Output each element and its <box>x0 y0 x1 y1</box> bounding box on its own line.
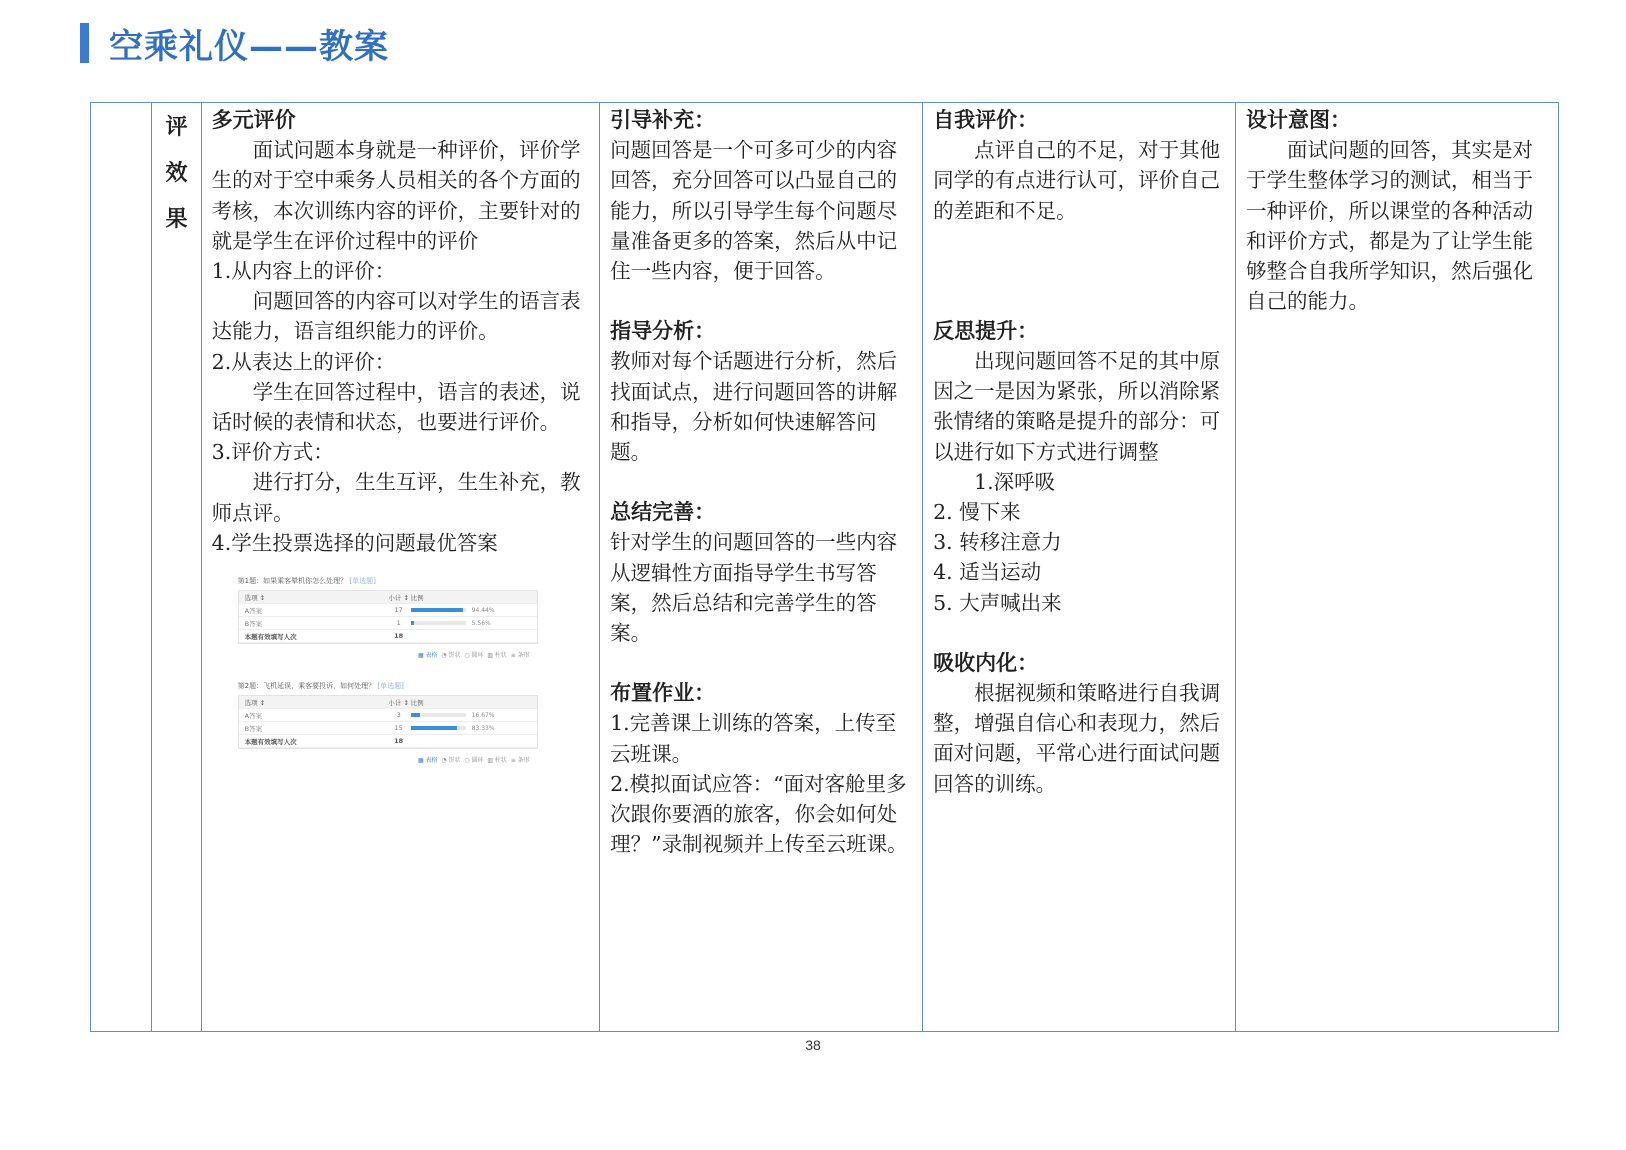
col-heading: 指导分析： <box>610 319 716 344</box>
col-heading: 多元评价 <box>211 108 296 132</box>
paragraph: 出现问题回答不足的其中原因之一是因为紧张，所以消除紧张情绪的策略是提升的部分：可以进行如下方式进行调整 <box>933 349 1221 464</box>
section-label <box>162 105 190 243</box>
paragraph: 2.模拟面试应答：“面对客舱里多次跟你要酒的旅客，你会如何处理？”录制视频并上传至云班课。 <box>610 771 908 857</box>
survey-total-row: 本题有效填写人次 18 <box>239 630 537 643</box>
paragraph: 问题回答的内容可以对学生的语言表达能力，语言组织能力的评价。 <box>211 289 581 344</box>
survey-question: 第2题：飞机延误，乘客要投诉，如何处理？ [单选题] <box>237 682 404 691</box>
col-heading: 引导补充： <box>610 108 716 132</box>
survey-header-row: 选项 ↕ 小计 ↕ 比例 <box>239 591 537 604</box>
paragraph: 面试问题的回答，其实是对于学生整体学习的测试，相当于一种评价，所以课堂的各种活动和评价方式，都是为了让学生能够整合自我所学知识，然后强化自己的能力。 <box>1245 138 1533 314</box>
survey-result-2 <box>238 681 538 764</box>
paragraph: 进行打分，生生互评，生生补充，教师点评。 <box>211 470 581 525</box>
section-label-char: 效 <box>165 161 188 186</box>
table-cell-empty <box>91 103 152 1032</box>
survey-chart-toolbar: ▦ 表格 ◔ 饼状 ○ 圆环 ▥ 柱状 ≡ 条形 <box>417 652 530 660</box>
survey-row: B答案 1 5.56% <box>239 617 537 630</box>
paragraph: 学生在回答过程中，语言的表述，说话时候的表情和状态，也要进行评价。 <box>211 379 581 435</box>
list-item: 3. 转移注意力 <box>933 530 1062 555</box>
teacher-activity-cell <box>600 103 923 1032</box>
paragraph: 针对学生的问题回答的一些内容从逻辑性方面指导学生书写答案，然后总结和完善学生的答案。 <box>610 530 898 646</box>
col-heading: 吸收内化： <box>933 650 1039 675</box>
page-title: 空乘礼仪——教案 <box>109 26 389 67</box>
survey-bar <box>411 608 466 612</box>
survey-row: A答案 17 94.44% <box>239 604 537 617</box>
section-label-cell <box>152 103 201 1032</box>
list-item: 3.评价方式： <box>211 440 334 465</box>
paragraph: 根据视频和策略进行自我调整，增强自信心和表现力，然后面对问题，平常心进行面试问题回答的训练。 <box>933 681 1221 796</box>
evaluation-content-cell <box>201 103 599 1032</box>
paragraph: 教师对每个话题进行分析，然后找面试点，进行问题回答的讲解和指导，分析如何快速解答问题。 <box>610 349 898 465</box>
page-header <box>80 20 389 66</box>
survey-bar <box>411 621 466 625</box>
title-accent-bar <box>80 23 89 63</box>
design-intent-cell <box>1235 103 1558 1032</box>
lesson-plan-table <box>90 102 1559 1032</box>
table-row <box>91 103 1559 1032</box>
list-item: 4. 适当运动 <box>933 560 1042 585</box>
survey-table <box>238 590 538 644</box>
survey-question: 第1题：如果乘客晕机你怎么处理？ [单选题] <box>237 577 376 586</box>
col-heading: 布置作业： <box>610 681 716 706</box>
list-item: 1.从内容上的评价： <box>211 259 396 284</box>
paragraph: 点评自己的不足，对于其他同学的有点进行认可，评价自己的差距和不足。 <box>933 138 1221 223</box>
survey-result-1 <box>238 576 538 659</box>
list-item: 1.深呼吸 <box>974 469 1056 494</box>
survey-header-row: 选项 ↕ 小计 ↕ 比例 <box>239 696 537 709</box>
survey-row: B答案 15 83.33% <box>239 722 537 735</box>
col-heading: 自我评价： <box>933 108 1039 132</box>
col-heading: 反思提升： <box>933 318 1039 343</box>
col-heading: 总结完善： <box>610 500 716 525</box>
survey-bar <box>411 726 466 730</box>
survey-row: A答案 3 16.67% <box>239 709 537 722</box>
list-item: 2.从表达上的评价： <box>211 349 396 374</box>
survey-total-row: 本题有效填写人次 18 <box>239 735 537 748</box>
list-item: 2. 慢下来 <box>933 500 1021 525</box>
list-item: 5. 大声喊出来 <box>933 590 1062 615</box>
section-label-char: 果 <box>165 207 188 232</box>
list-item: 4.学生投票选择的问题最优答案 <box>211 530 498 555</box>
section-label-char: 评 <box>165 115 188 140</box>
paragraph: 问题回答是一个可多可少的内容回答，充分回答可以凸显自己的能力，所以引导学生每个问题尽量准备更多的答案，然后从中记住一些内容，便于回答。 <box>610 138 898 284</box>
survey-table <box>238 695 538 749</box>
paragraph: 1.完善课上训练的答案，上传至云班课。 <box>610 711 897 766</box>
student-activity-cell <box>923 103 1236 1032</box>
paragraph: 面试问题本身就是一种评价，评价学生的对于空中乘务人员相关的各个方面的考核，本次训练内容的评价，主要针对的就是学生在评价过程中的评价 <box>211 138 581 253</box>
survey-bar <box>411 713 466 717</box>
col-heading: 设计意图： <box>1245 108 1351 132</box>
survey-chart-toolbar: ▦ 表格 ◔ 饼状 ○ 圆环 ▥ 柱状 ≡ 条形 <box>417 757 530 765</box>
page-number: 38 <box>805 1037 821 1053</box>
